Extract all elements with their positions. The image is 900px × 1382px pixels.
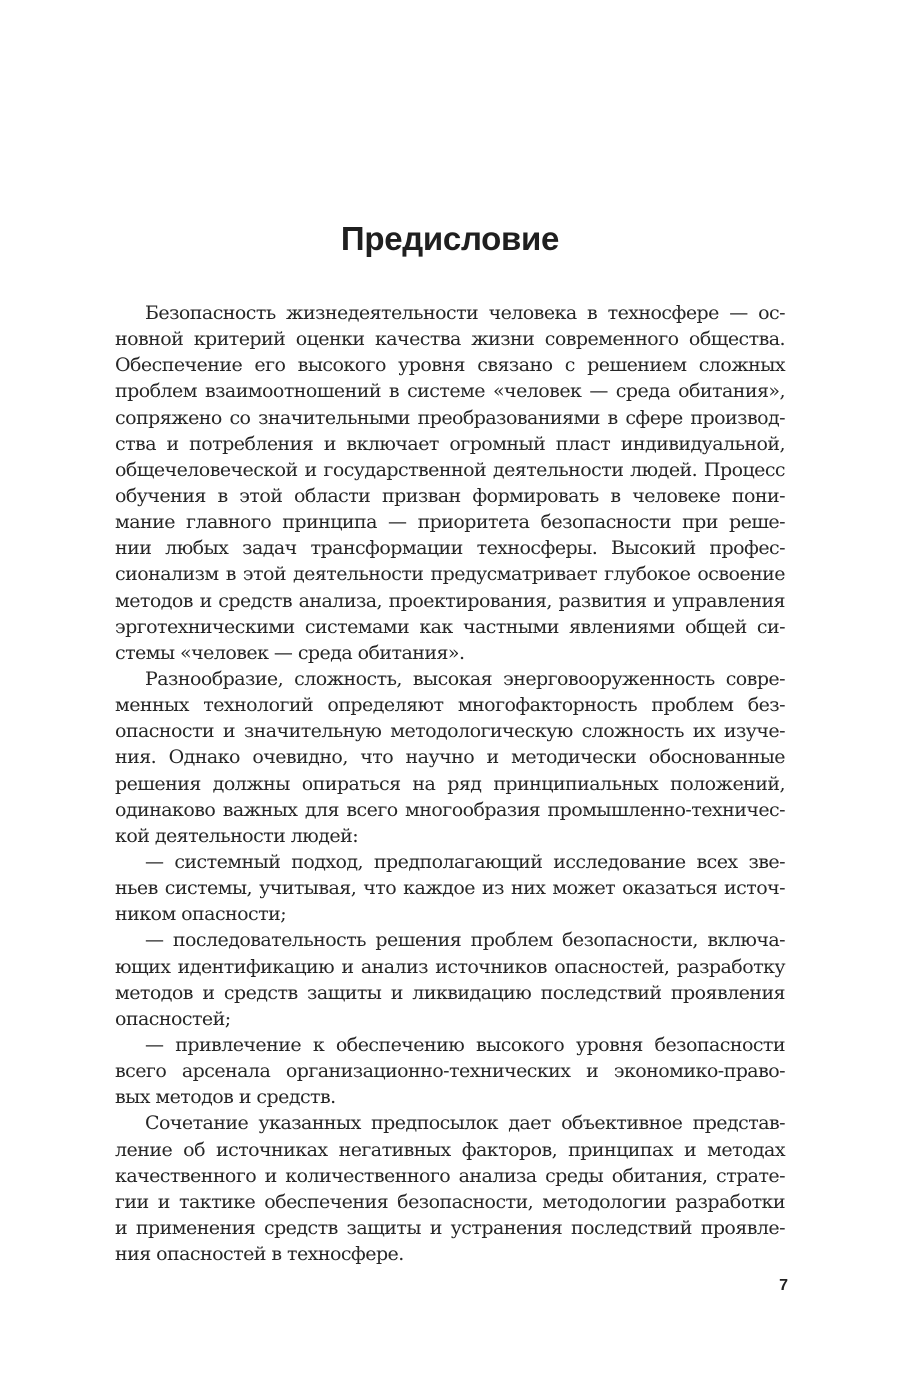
- page-title: Предисловие: [340, 220, 560, 257]
- text-line: вых методов и средств.: [115, 1086, 336, 1109]
- text-line: ньев системы, учитывая, что каждое из них может оказаться источ-: [115, 877, 785, 900]
- text-line: общечеловеческой и государственной деятельности людей. Процесс: [115, 458, 785, 481]
- list-item: [115, 849, 785, 927]
- text-line: Обеспечение его высокого уровня связано с решением сложных: [115, 354, 785, 377]
- text-line: кой деятельности людей:: [115, 824, 359, 847]
- list-item: [115, 1032, 785, 1110]
- paragraph: [115, 300, 785, 666]
- text-line: проблем взаимоотношений в системе «человек — среда обитания»,: [115, 380, 785, 403]
- text-line: опасности и значительную методологическую сложность их изуче-: [115, 720, 785, 743]
- text-line: Сочетание указанных предпосылок дает объективное представ-: [145, 1112, 785, 1135]
- text-line: методов и средств защиты и ликвидацию последствий проявления: [115, 981, 785, 1004]
- paragraph: [115, 1110, 785, 1267]
- text-line: ния. Однако очевидно, что научно и методически обоснованные: [115, 746, 785, 769]
- text-line: Разнообразие, сложность, высокая энерговооруженность совре-: [145, 667, 785, 690]
- text-line: решения должны опираться на ряд принципиальных положений,: [115, 772, 785, 795]
- text-line: методов и средств анализа, проектирования, развития и управления: [115, 589, 785, 612]
- list-item: [115, 927, 785, 1032]
- text-line: ства и потребления и включает огромный пласт индивидуальной,: [115, 432, 785, 455]
- text-line: Безопасность жизнедеятельности человека в техносфере — ос-: [145, 302, 785, 324]
- text-line: ющих идентификацию и анализ источников опасностей, разработку: [115, 955, 785, 978]
- text-line: новной критерий оценки качества жизни современного общества.: [115, 328, 785, 351]
- text-line: качественного и количественного анализа среды обитания, страте-: [115, 1164, 785, 1187]
- paragraph: [115, 666, 785, 849]
- text-line: гии и тактике обеспечения безопасности, методологии разработки: [115, 1190, 785, 1213]
- text-line: ния опасностей в техносфере.: [115, 1243, 404, 1266]
- text-line: опасностей;: [115, 1007, 231, 1030]
- text-line: сионализм в этой деятельности предусматривает глубокое освоение: [115, 563, 785, 586]
- text-line: — системный подход, предполагающий исследование всех зве-: [145, 850, 785, 873]
- text-line: ление об источниках негативных факторов, принципах и методах: [115, 1138, 785, 1161]
- text-line: эрготехническими системами как частными явлениями общей си-: [115, 615, 785, 638]
- text-line: нии любых задач трансформации техносферы. Высокий профес-: [115, 537, 785, 560]
- text-line: обучения в этой области призван формировать в человеке пони-: [115, 484, 785, 507]
- text-line: стемы «человек — среда обитания».: [115, 641, 465, 664]
- text-line: одинаково важных для всего многообразия промышленно-техничес-: [115, 798, 785, 821]
- text-line: менных технологий определяют многофакторность проблем без-: [115, 694, 785, 717]
- text-line: — последовательность решения проблем безопасности, включа-: [145, 929, 785, 952]
- text-line: всего арсенала организационно-технических и экономико-право-: [115, 1060, 785, 1083]
- text-line: мание главного принципа — приоритета безопасности при реше-: [115, 511, 785, 534]
- body-text: [115, 300, 785, 1267]
- text-line: ником опасности;: [115, 903, 287, 926]
- page-number: 7: [779, 1277, 788, 1294]
- text-line: и применения средств защиты и устранения последствий проявле-: [115, 1216, 785, 1239]
- text-line: сопряжено со значительными преобразованиями в сфере производ-: [115, 406, 785, 429]
- text-line: — привлечение к обеспечению высокого уровня безопасности: [145, 1033, 785, 1056]
